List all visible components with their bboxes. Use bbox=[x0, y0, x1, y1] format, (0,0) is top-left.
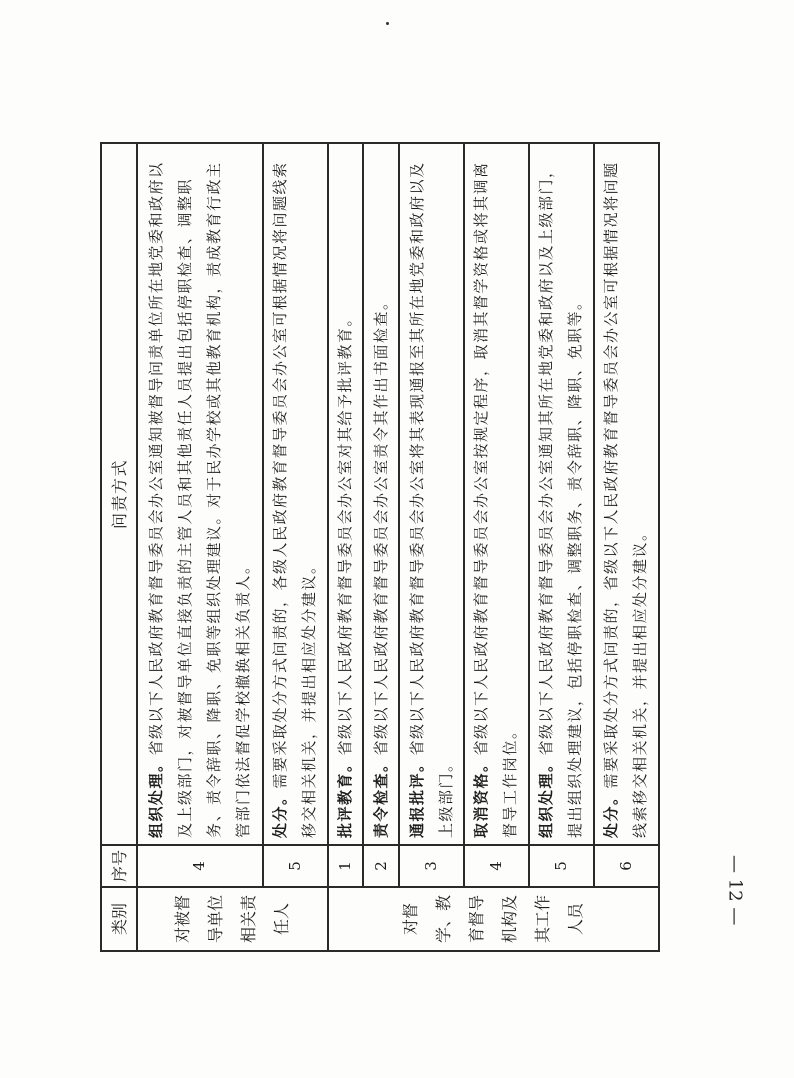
table-row bbox=[464, 143, 529, 951]
method-cell bbox=[399, 143, 464, 845]
row-number: 5 bbox=[263, 845, 328, 887]
row-number: 4 bbox=[464, 845, 529, 887]
method-title: 组织处理。 bbox=[146, 755, 165, 838]
method-cell bbox=[363, 143, 399, 845]
method-text: 需要采取处分方式问责的，各级人民政府教育督导委员会办公室可根据情况将问题线索移交相关机关，并提出相应处分建议。 bbox=[271, 161, 319, 838]
method-title: 组织处理。 bbox=[537, 755, 556, 838]
category-cell: 对督学、教育督导机构及其工作人员 bbox=[328, 887, 659, 951]
table-row bbox=[594, 143, 659, 951]
page-number: — 12 — bbox=[724, 854, 746, 926]
method-cell bbox=[137, 143, 263, 845]
table-row bbox=[137, 143, 263, 951]
header-number: 序号 bbox=[101, 845, 137, 887]
method-cell bbox=[263, 143, 328, 845]
method-cell bbox=[529, 143, 594, 845]
method-cell bbox=[464, 143, 529, 845]
table-row bbox=[529, 143, 594, 951]
method-title: 处分。 bbox=[602, 788, 621, 838]
rotated-table-wrapper bbox=[100, 142, 660, 952]
scan-speck bbox=[386, 22, 389, 25]
method-cell bbox=[594, 143, 659, 845]
method-text: 省级以下人民政府教育督导委员会办公室通知被督导问责单位所在地党委和政府以及上级部门，对被督导单位直接负责的主管人员和其他责任人员提出包括停职检查、调整职务、责令辞职、降职、免职等组织处理建议。对于民办学校或其他教育机构，责成教育行政主管部门依法督促学校撤换相关负责人。 bbox=[146, 161, 252, 838]
method-title: 通报批评。 bbox=[407, 755, 426, 838]
method-title: 批评教育。 bbox=[336, 755, 355, 838]
method-title: 取消资格。 bbox=[472, 755, 491, 838]
table-row bbox=[363, 143, 399, 951]
category-cell: 对被督导单位相关责任人 bbox=[137, 887, 328, 951]
table-row bbox=[328, 143, 364, 951]
method-text: 省级以下人民政府教育督导委员会办公室将其表现通报至其所在地党委和政府以及上级部门。 bbox=[407, 161, 455, 838]
row-number: 3 bbox=[399, 845, 464, 887]
method-text: 省级以下人民政府教育督导委员会办公室按规定程序，取消其督学资格或将其调离督导工作岗位。 bbox=[472, 161, 520, 838]
accountability-table bbox=[100, 142, 660, 952]
row-number: 2 bbox=[363, 845, 399, 887]
row-number: 4 bbox=[137, 845, 263, 887]
header-category: 类别 bbox=[101, 887, 137, 951]
row-number: 6 bbox=[594, 845, 659, 887]
method-text: 省级以下人民政府教育督导委员会办公室通知其所在地党委和政府以及上级部门，提出组织处理建议，包括停职检查、调整职务、责令辞职、降职、免职等。 bbox=[537, 161, 585, 838]
method-text: 省级以下人民政府教育督导委员会办公室对其给予批评教育。 bbox=[336, 309, 355, 756]
table-header-row bbox=[101, 143, 137, 951]
row-number: 5 bbox=[529, 845, 594, 887]
table-row bbox=[399, 143, 464, 951]
method-text: 省级以下人民政府教育督导委员会办公室责令其作出书面检查。 bbox=[371, 293, 390, 756]
method-title: 责令检查。 bbox=[371, 755, 390, 838]
header-method: 问责方式 bbox=[101, 143, 137, 845]
method-cell bbox=[328, 143, 364, 845]
row-number: 1 bbox=[328, 845, 364, 887]
method-title: 处分。 bbox=[271, 788, 290, 838]
table-row bbox=[263, 143, 328, 951]
method-text: 需要采取处分方式问责的，省级以下人民政府教育督导委员会办公室可根据情况将问题线索移交相关机关，并提出相应处分建议。 bbox=[602, 161, 650, 838]
